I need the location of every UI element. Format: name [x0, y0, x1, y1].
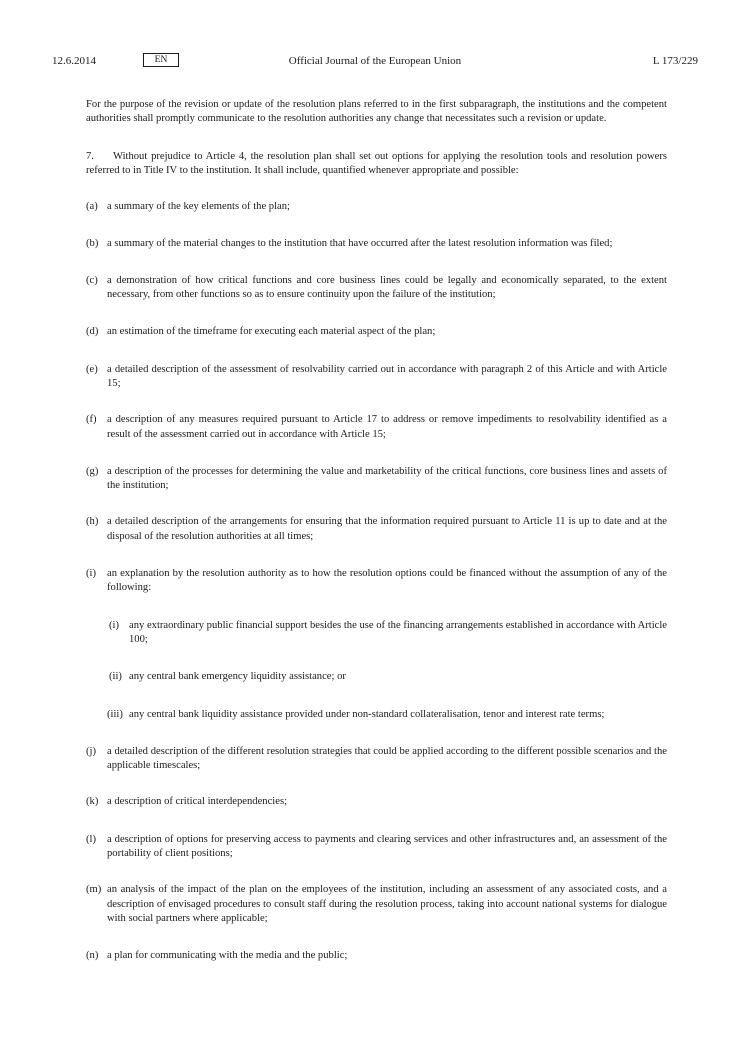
list-item-label: (d): [86, 326, 99, 338]
intro-paragraph: For the purpose of the revision or update of the resolution plans referred to in the first subparagraph, the institutions and the competent authorities shall promptly communicate to the resolution authorities any change that necessitates such a revision or update.: [86, 99, 667, 125]
page-header: [52, 54, 698, 70]
list-item-n: [86, 949, 667, 963]
list-item-label: (j): [86, 745, 96, 757]
list-item-text: a demonstration of how critical functions and core business lines could be legally and economically separated, to the extent necessary, from other functions so as to ensure continuity upon the failure of the institution;: [107, 274, 667, 301]
sub-item-iii: [86, 708, 667, 722]
list-item-label: (i): [86, 568, 96, 580]
sub-item-text: any central bank emergency liquidity assistance; or: [129, 671, 346, 683]
list-item-m: [86, 883, 667, 926]
sub-item-text: any central bank liquidity assistance provided under non-standard collateralisation, tenor and interest rate terms;: [129, 708, 605, 720]
list-item-text: an analysis of the impact of the plan on the employees of the institution, including an assessment of any associated costs, and a description of envisaged procedures to consult staff during the resolution process, taking into account national systems for dialogue with social partners where applicable;: [107, 884, 667, 924]
list-item-label: (f): [86, 414, 97, 426]
list-item-label: (k): [86, 796, 99, 808]
list-item-label: (e): [86, 363, 98, 375]
list-item-text: a detailed description of the arrangements for ensuring that the information required pursuant to Article 11 is up to date and at the disposal of the resolution authorities at all times;: [107, 516, 667, 542]
sub-item-text: any extraordinary public financial support besides the use of the financing arrangements established in accordance with Article 100;: [129, 619, 667, 645]
sub-item-label: (i): [109, 619, 119, 631]
list-item-text: a plan for communicating with the media and the public;: [107, 950, 348, 962]
list-item-l: [86, 833, 667, 862]
language-badge: EN: [143, 53, 179, 67]
list-item-text: a detailed description of the assessment of resolvability carried out in accordance with paragraph 2 of this Article and with Article 15;: [107, 363, 667, 389]
list-item-k: [86, 795, 667, 809]
journal-title: Official Journal of the European Union: [288, 55, 462, 67]
list-item-label: (h): [86, 516, 99, 528]
paragraph-7: [86, 150, 667, 179]
list-item-g: [86, 465, 667, 494]
sub-item-label: (iii): [107, 708, 123, 720]
list-item-f: [86, 413, 667, 442]
sub-item-ii: [86, 670, 667, 684]
list-item-text: a description of critical interdependencies;: [107, 796, 288, 808]
list-item-label: (a): [86, 201, 98, 213]
list-item-i: [86, 567, 667, 596]
list-item-text: an estimation of the timeframe for executing each material aspect of the plan;: [107, 326, 436, 338]
list-item-a: [86, 200, 667, 214]
paragraph-text: Without prejudice to Article 4, the resolution plan shall set out options for applying the resolution tools and resolution powers referred to in Title IV to the institution. It shall include, quantified whenever appropriate and possible:: [86, 150, 667, 176]
list-item-e: [86, 363, 667, 392]
list-item-text: a description of any measures required pursuant to Article 17 to address or remove impediments to resolvability identified as a result of the assessment carried out in accordance with Article 15;: [107, 414, 667, 440]
publication-date: 12.6.2014: [52, 55, 96, 67]
list-item-text: a detailed description of the different resolution strategies that could be applied according to the different possible scenarios and the applicable timescales;: [107, 745, 667, 772]
sub-item-label: (ii): [109, 671, 122, 683]
list-item-b: [86, 237, 667, 251]
list-item-h: [86, 515, 667, 544]
list-item-label: (m): [86, 884, 102, 896]
list-item-j: [86, 745, 667, 774]
list-item-label: (g): [86, 465, 99, 477]
list-item-text: a summary of the key elements of the plan;: [107, 201, 290, 213]
sub-item-i: [86, 619, 667, 648]
list-item-label: (c): [86, 274, 98, 286]
list-item-d: [86, 325, 667, 339]
list-item-text: a description of the processes for determining the value and marketability of the critical functions, core business lines and assets of the institution;: [107, 465, 667, 492]
document-body: [86, 98, 667, 964]
list-item-text: a summary of the material changes to the institution that have occurred after the latest resolution information was filed;: [107, 238, 613, 250]
list-item-label: (l): [86, 833, 96, 845]
list-item-label: (n): [86, 950, 99, 962]
list-item-label: (b): [86, 238, 99, 250]
paragraph-number: 7.: [86, 150, 94, 162]
list-item-text: an explanation by the resolution authority as to how the resolution options could be financed without the assumption of any of the following:: [107, 568, 667, 594]
list-item-c: [86, 274, 667, 303]
list-item-text: a description of options for preserving access to payments and clearing services and other infrastructures and, an assessment of the portability of client positions;: [107, 833, 667, 860]
journal-reference: L 173/229: [652, 55, 698, 67]
